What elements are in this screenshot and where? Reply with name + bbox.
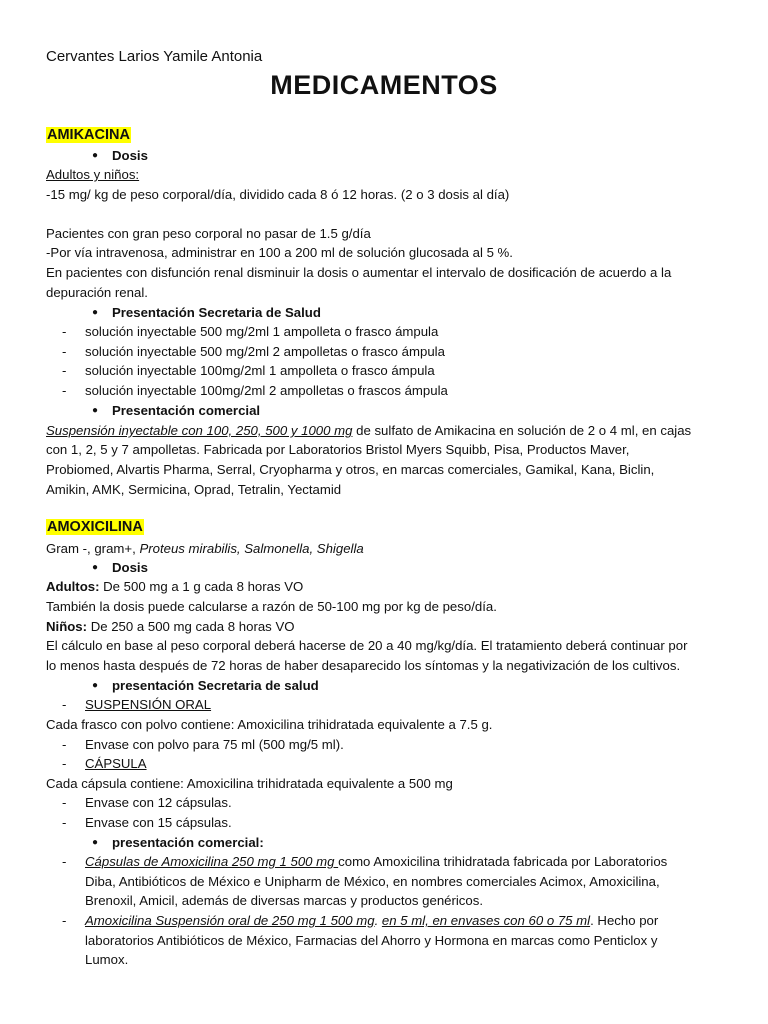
dosis-line: En pacientes con disfunción renal disminuir la dosis o aumentar el intervalo de dosificación de acuerdo a la: [46, 265, 672, 280]
adultos-line: [46, 578, 303, 596]
dosis-line: Pacientes con gran peso corporal no pasar de 1.5 g/día: [46, 226, 371, 241]
comercial-text: como Amoxicilina trihidratada fabricada por Laboratorios: [338, 854, 668, 869]
adultos-ninos-label: Adultos y niños:: [46, 167, 140, 182]
dash-marker: -: [62, 913, 67, 928]
ninos-label: Niños:: [46, 619, 88, 634]
frasco-line: Cada frasco con polvo contiene: Amoxicilina trihidratada equivalente a 7.5 g.: [46, 717, 493, 732]
comercial-underlined-text: en 5 ml, en envases con 60 o 75 ml: [381, 913, 591, 928]
bullet-icon: ●: [92, 680, 99, 691]
list-item: Envase con 12 cápsulas.: [85, 795, 232, 810]
suspension-oral-label: SUSPENSIÓN ORAL: [85, 697, 212, 712]
dash-marker: -: [62, 815, 67, 830]
author-name: Cervantes Larios Yamile Antonia: [46, 48, 263, 65]
organisms-text: Proteus mirabilis, Salmonella, Shigella: [139, 541, 364, 556]
comercial-item-line: Brenoxil, Amicil, además de diversas marcas y productos genéricos.: [85, 893, 483, 908]
list-item: solución inyectable 100mg/2ml 1 ampolleta o frasco ámpula: [85, 363, 435, 378]
comercial-underlined-text: Amoxicilina Suspensión oral de 250 mg 1 500 mg: [85, 913, 375, 928]
ninos-line: [46, 618, 295, 636]
ninos-text: De 250 a 500 mg cada 8 horas VO: [87, 619, 295, 634]
list-item: solución inyectable 500 mg/2ml 1 ampolleta o frasco ámpula: [85, 324, 439, 339]
bullet-icon: ●: [92, 150, 99, 161]
presentacion-comercial-heading: presentación comercial:: [112, 835, 264, 850]
gram-text: Gram -, gram+,: [46, 541, 140, 556]
comercial-underlined-text: Cápsulas de Amoxicilina 250 mg 1 500 mg: [85, 854, 339, 869]
adultos-text: De 500 mg a 1 g cada 8 horas VO: [99, 579, 304, 594]
comercial-item-line: [85, 912, 658, 930]
capsula-label: CÁPSULA: [85, 756, 147, 771]
bullet-icon: ●: [92, 405, 99, 416]
bullet-icon: ●: [92, 562, 99, 573]
dash-marker: -: [62, 795, 67, 810]
dash-marker: -: [62, 737, 67, 752]
dosis-line: El cálculo en base al peso corporal deberá hacerse de 20 a 40 mg/kg/día. El tratamiento deberá continuar por: [46, 638, 688, 653]
list-item: Envase con polvo para 75 ml (500 mg/5 ml).: [85, 737, 344, 752]
dosis-line: -Por vía intravenosa, administrar en 100 a 200 ml de solución glucosada al 5 %.: [46, 245, 513, 260]
dosis-heading: Dosis: [112, 148, 148, 163]
capsula-line: Cada cápsula contiene: Amoxicilina trihidratada equivalente a 500 mg: [46, 776, 453, 791]
presentacion-ss-heading: Presentación Secretaria de Salud: [112, 305, 321, 320]
comercial-paragraph-line: [46, 422, 691, 440]
page-title: MEDICAMENTOS: [270, 70, 498, 100]
dash-marker: -: [62, 363, 67, 378]
list-item: solución inyectable 100mg/2ml 2 ampolletas o frascos ámpula: [85, 383, 448, 398]
comercial-item-line: [85, 853, 667, 871]
comercial-text: de sulfato de Amikacina en solución de 2 o 4 ml, en cajas: [352, 423, 692, 438]
dash-marker: -: [62, 854, 67, 869]
section-heading-amikacina: [46, 126, 131, 144]
comercial-item-line: Diba, Antibióticos de México e Unipharm de México, en nombres comerciales Acimox, Amoxicilina,: [85, 874, 660, 889]
highlighted-drug-name: AMOXICILINA: [47, 519, 143, 535]
list-item: solución inyectable 500 mg/2ml 2 ampolletas o frasco ámpula: [85, 344, 445, 359]
presentacion-ss-heading: presentación Secretaria de salud: [112, 678, 319, 693]
dosis-line: lo menos hasta después de 72 horas de haber desaparecido los síntomas y la negativización de los cultivos.: [46, 658, 681, 673]
comercial-paragraph-line: con 1, 2, 5 y 7 ampolletas. Fabricada por Laboratorios Bristol Myers Squibb, Pisa, Productos Maver,: [46, 442, 630, 457]
presentacion-comercial-heading: Presentación comercial: [112, 403, 261, 418]
bullet-icon: ●: [92, 837, 99, 848]
comercial-underlined-text: Suspensión inyectable con 100, 250, 500 y 1000 mg: [46, 423, 353, 438]
comercial-item-line: Lumox.: [85, 952, 129, 967]
comercial-separator: .: [374, 913, 382, 928]
comercial-paragraph-line: Probiomed, Alvartis Pharma, Serral, Cryopharma y otros, en marcas comerciales, Gamikal, Kana, Biclin,: [46, 462, 655, 477]
adultos-label: Adultos:: [46, 579, 100, 594]
bullet-icon: ●: [92, 307, 99, 318]
comercial-item-line: laboratorios Antibióticos de México, Farmacias del Ahorro y Hormona en marcas como Penticlox y: [85, 933, 658, 948]
highlighted-drug-name: AMIKACINA: [47, 127, 130, 143]
comercial-text: . Hecho por: [590, 913, 659, 928]
dash-marker: -: [62, 756, 67, 771]
comercial-paragraph-line: Amikin, AMK, Sermicina, Oprad, Tetralin, Yectamid: [46, 482, 342, 497]
section-heading-amoxicilina: [46, 518, 144, 536]
dosis-line: -15 mg/ kg de peso corporal/día, dividido cada 8 ó 12 horas. (2 o 3 dosis al día): [46, 187, 510, 202]
dosis-heading: Dosis: [112, 560, 148, 575]
dosis-line: También la dosis puede calcularse a razón de 50-100 mg por kg de peso/día.: [46, 599, 497, 614]
dosis-line: depuración renal.: [46, 285, 148, 300]
gram-line: [46, 540, 364, 558]
dash-marker: -: [62, 383, 67, 398]
list-item: Envase con 15 cápsulas.: [85, 815, 232, 830]
dash-marker: -: [62, 344, 67, 359]
dash-marker: -: [62, 324, 67, 339]
dash-marker: -: [62, 697, 67, 712]
